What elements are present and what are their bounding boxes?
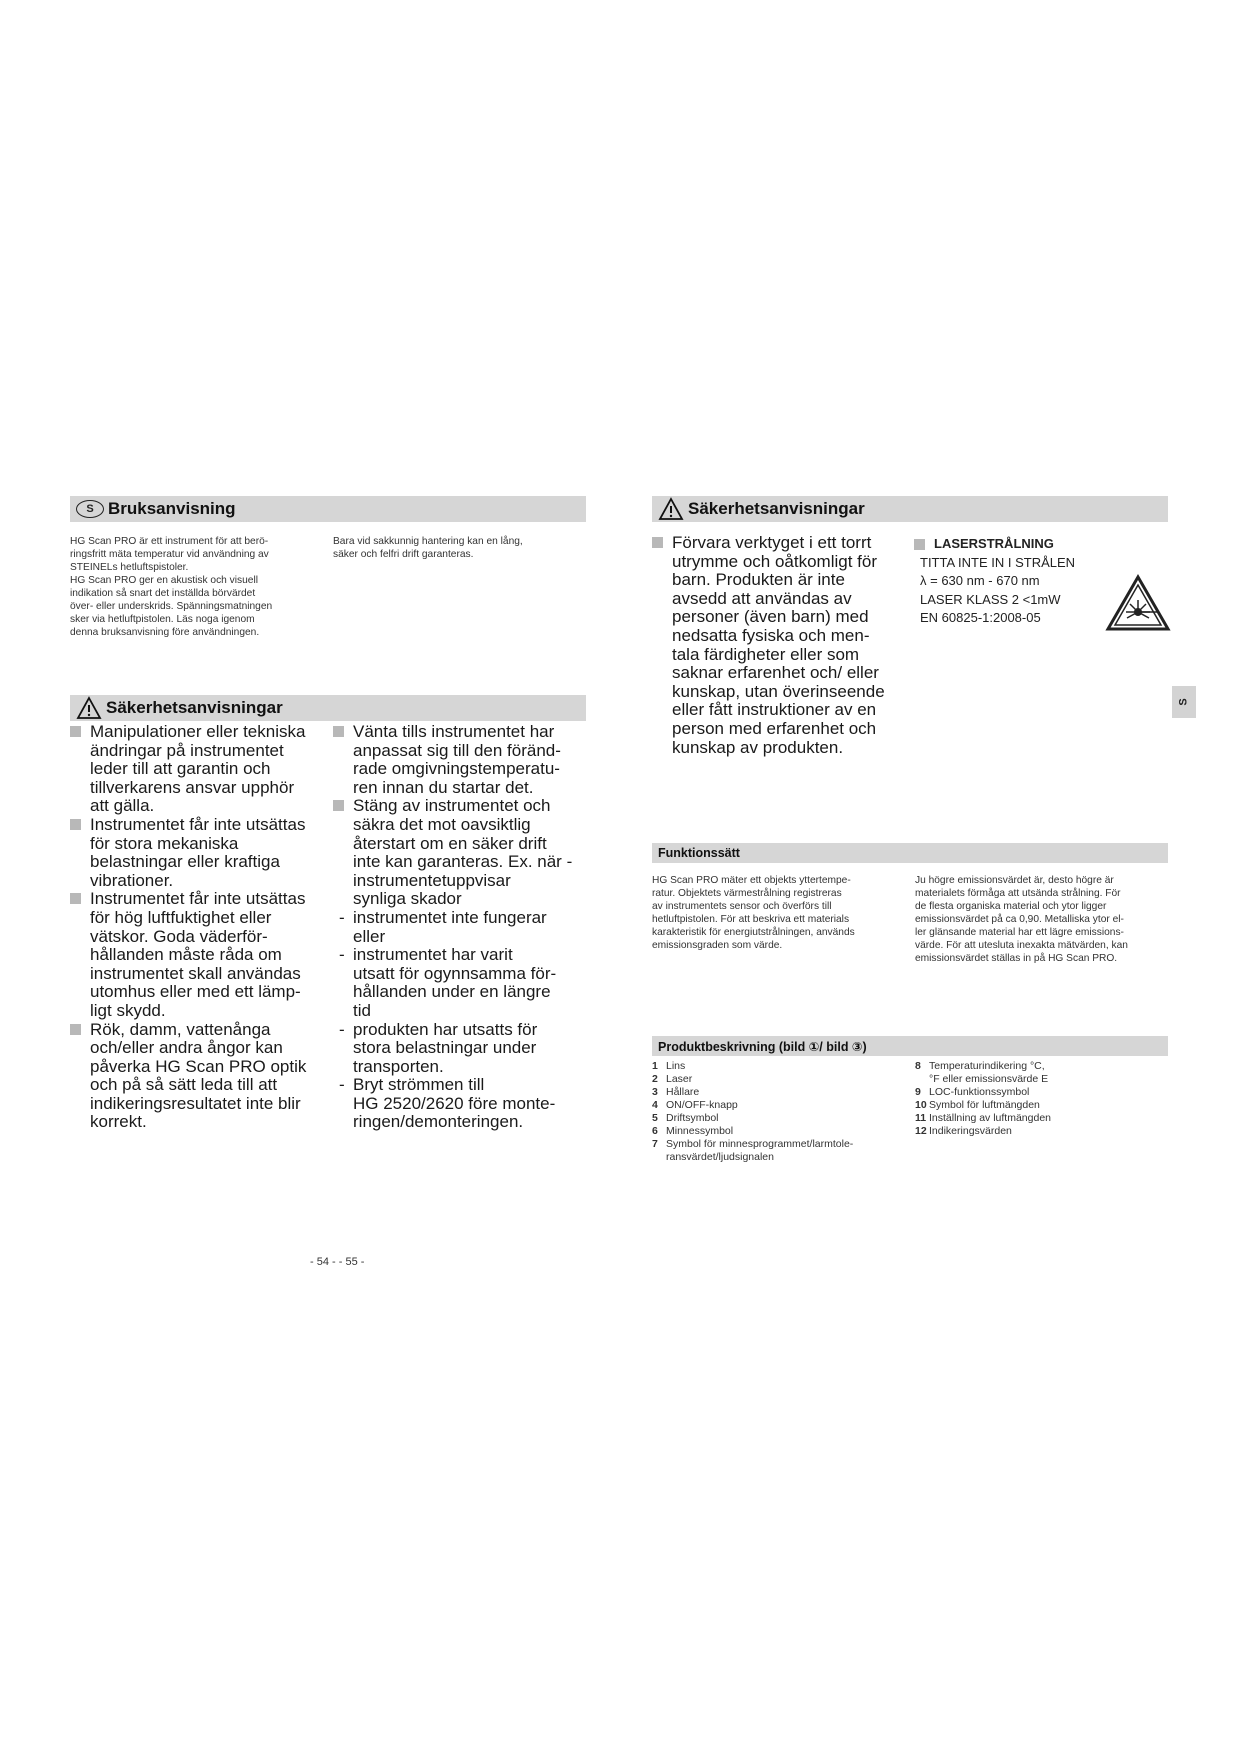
storage-item: Förvara verktyget i ett torrt utrymme och oåtkomligt för barn. Produkten är inte avsedd att användas av personer (även barn) med nedsatta fysiska och men- tala färdigheter eller som saknar erfarenhet och/ eller kunskap, utan överinseende eller fått instruktioner av en person med erfarenhet och kunskap av produkten. (652, 534, 912, 757)
part-label: Indikeringsvärden (929, 1125, 1012, 1137)
page-number: - 54 - - 55 - (310, 1256, 365, 1268)
storage-list (652, 534, 912, 757)
safety-item: - Bryt strömmen till HG 2520/2620 före monte- ringen/demonteringen. (333, 1076, 593, 1132)
safety-list-col1 (70, 723, 340, 1132)
safety-item: - instrumentet har varit utsatt för ogynnsamma för- hållanden under en längre tid (333, 946, 593, 1020)
part-label: Inställning av luftmängden (929, 1112, 1051, 1124)
part-label: LOC-funktionssymbol (929, 1086, 1030, 1098)
product-part-item (915, 1112, 1175, 1125)
part-number: 7 (652, 1138, 658, 1150)
warning-icon (76, 696, 102, 720)
safety-item: - instrumentet inte fungerar eller (333, 909, 593, 946)
laser-warning-block (914, 535, 1114, 628)
function-text-col2: Ju högre emissionsvärdet är, desto högre är materialets förmåga att utsända strålning. För de flesta organiska material och ytor ligger emissionsvärdet på ca 0,90. Metalliska ytor el- ler glänsande material har ett lägre emissions- värde. För att utesluta inexakta mätvärden, kan emissionsvärdet ställas in på HG Scan PRO. (915, 875, 1128, 964)
laser-line: TITTA INTE IN I STRÅLEN (920, 554, 1076, 570)
part-label: Lins (666, 1060, 686, 1072)
section-title: Säkerhetsanvisningar (106, 698, 283, 717)
part-number: 2 (652, 1073, 658, 1085)
product-part-item (652, 1060, 912, 1073)
product-list-col1 (652, 1060, 912, 1164)
product-list-col2 (915, 1060, 1175, 1138)
laser-line: LASER KLASS 2 <1mW (920, 591, 1061, 607)
product-part-item (652, 1138, 912, 1164)
product-header (652, 1036, 1168, 1056)
section-title: Funktionssätt (658, 846, 740, 860)
product-part-item (915, 1060, 1175, 1086)
product-part-item (915, 1125, 1175, 1138)
section-title: Bruksanvisning (108, 499, 236, 518)
part-number: 6 (652, 1125, 658, 1137)
part-number: 3 (652, 1086, 658, 1098)
left-safety-header (70, 695, 586, 721)
part-label: Hållare (666, 1086, 700, 1098)
product-part-item (652, 1112, 912, 1125)
right-safety-header (652, 496, 1168, 522)
part-number: 11 (915, 1112, 927, 1124)
product-part-item (652, 1086, 912, 1099)
section-title: Produktbeskrivning (bild ①/ bild ③) (658, 1039, 867, 1054)
intro-text-col1: HG Scan PRO är ett instrument för att berö- ringsfritt mäta temperatur vid användning av STEINELs hetluftspistoler. HG Scan PRO ger en akustisk och visuell indikation så snart det inställda börvärdet över- eller underskrids. Spänningsmatningen sker via hetluftpistolen. Läs noga igenom denna bruksanvisning före användningen. (70, 536, 273, 638)
product-part-item (915, 1086, 1175, 1099)
part-label: Driftsymbol (666, 1112, 719, 1124)
laser-line: EN 60825-1:2008-05 (920, 610, 1041, 625)
language-badge: S (76, 500, 104, 518)
section-title: Säkerhetsanvisningar (688, 499, 865, 518)
product-part-item (915, 1099, 1175, 1112)
part-number: 1 (652, 1060, 658, 1072)
part-label: Minnessymbol (666, 1125, 734, 1137)
function-text-col1: HG Scan PRO mäter ett objekts yttertempe- ratur. Objektets värmestrålning registreras av instrumentets sensor och överförs till hetluftpistolen. För att beskriva ett materials karakteristik för energiutstrålningen, används emissionsgraden som värde. (652, 875, 855, 951)
laser-heading: LASERSTRÅLNING (934, 536, 1054, 551)
part-number: 12 (915, 1125, 927, 1137)
warning-icon (658, 497, 684, 521)
safety-item: Instrumentet får inte utsättas för hög luftfuktighet eller vätskor. Goda väderför- hållanden måste råda om instrumentet skall användas utomhus eller med ett lämp- ligt skydd. (70, 890, 340, 1020)
part-label: Laser (666, 1073, 693, 1085)
safety-item: - produkten har utsatts för stora belastningar under transporten. (333, 1021, 593, 1077)
part-label: ON/OFF-knapp (666, 1099, 738, 1111)
part-label: Temperaturindikering °C, °F eller emissionsvärde E (929, 1060, 1049, 1085)
part-number: 10 (915, 1099, 927, 1111)
product-part-item (652, 1099, 912, 1112)
safety-item: Stäng av instrumentet och säkra det mot oavsiktlig återstart om en säker drift inte kan garanteras. Ex. när - instrumentetuppvisar synliga skador (333, 797, 593, 909)
intro-text-col2: Bara vid sakkunnig hantering kan en lång, säker och felfri drift garanteras. (333, 536, 523, 560)
safety-item: Rök, damm, vattenånga och/eller andra ångor kan påverka HG Scan PRO optik och på så sätt leda till att indikeringsresultatet inte blir korrekt. (70, 1021, 340, 1133)
part-number: 5 (652, 1112, 658, 1124)
bullet-square (914, 539, 925, 550)
bruksanvisning-header (70, 496, 586, 522)
laser-line: λ = 630 nm - 670 nm (920, 573, 1040, 588)
laser-hazard-icon (1105, 574, 1171, 632)
part-number: 8 (915, 1060, 921, 1072)
part-number: 4 (652, 1099, 658, 1111)
product-part-item (652, 1073, 912, 1086)
function-header (652, 843, 1168, 863)
safety-item: Vänta tills instrumentet har anpassat sig till den föränd- rade omgivningstemperatu- ren innan du startar det. (333, 723, 593, 797)
part-number: 9 (915, 1086, 921, 1098)
safety-list-col2 (333, 723, 593, 1132)
language-side-tab (1172, 686, 1196, 718)
part-label: Symbol för minnesprogrammet/larmtole- ransvärdet/ljudsignalen (666, 1138, 854, 1163)
part-label: Symbol för luftmängden (929, 1099, 1040, 1111)
side-tab-label: S (1178, 698, 1190, 706)
safety-item: Manipulationer eller tekniska ändringar på instrumentet leder till att garantin och tillverkarens ansvar upphör att gälla. (70, 723, 340, 816)
product-part-item (652, 1125, 912, 1138)
safety-item: Instrumentet får inte utsättas för stora mekaniska belastningar eller kraftiga vibrationer. (70, 816, 340, 890)
